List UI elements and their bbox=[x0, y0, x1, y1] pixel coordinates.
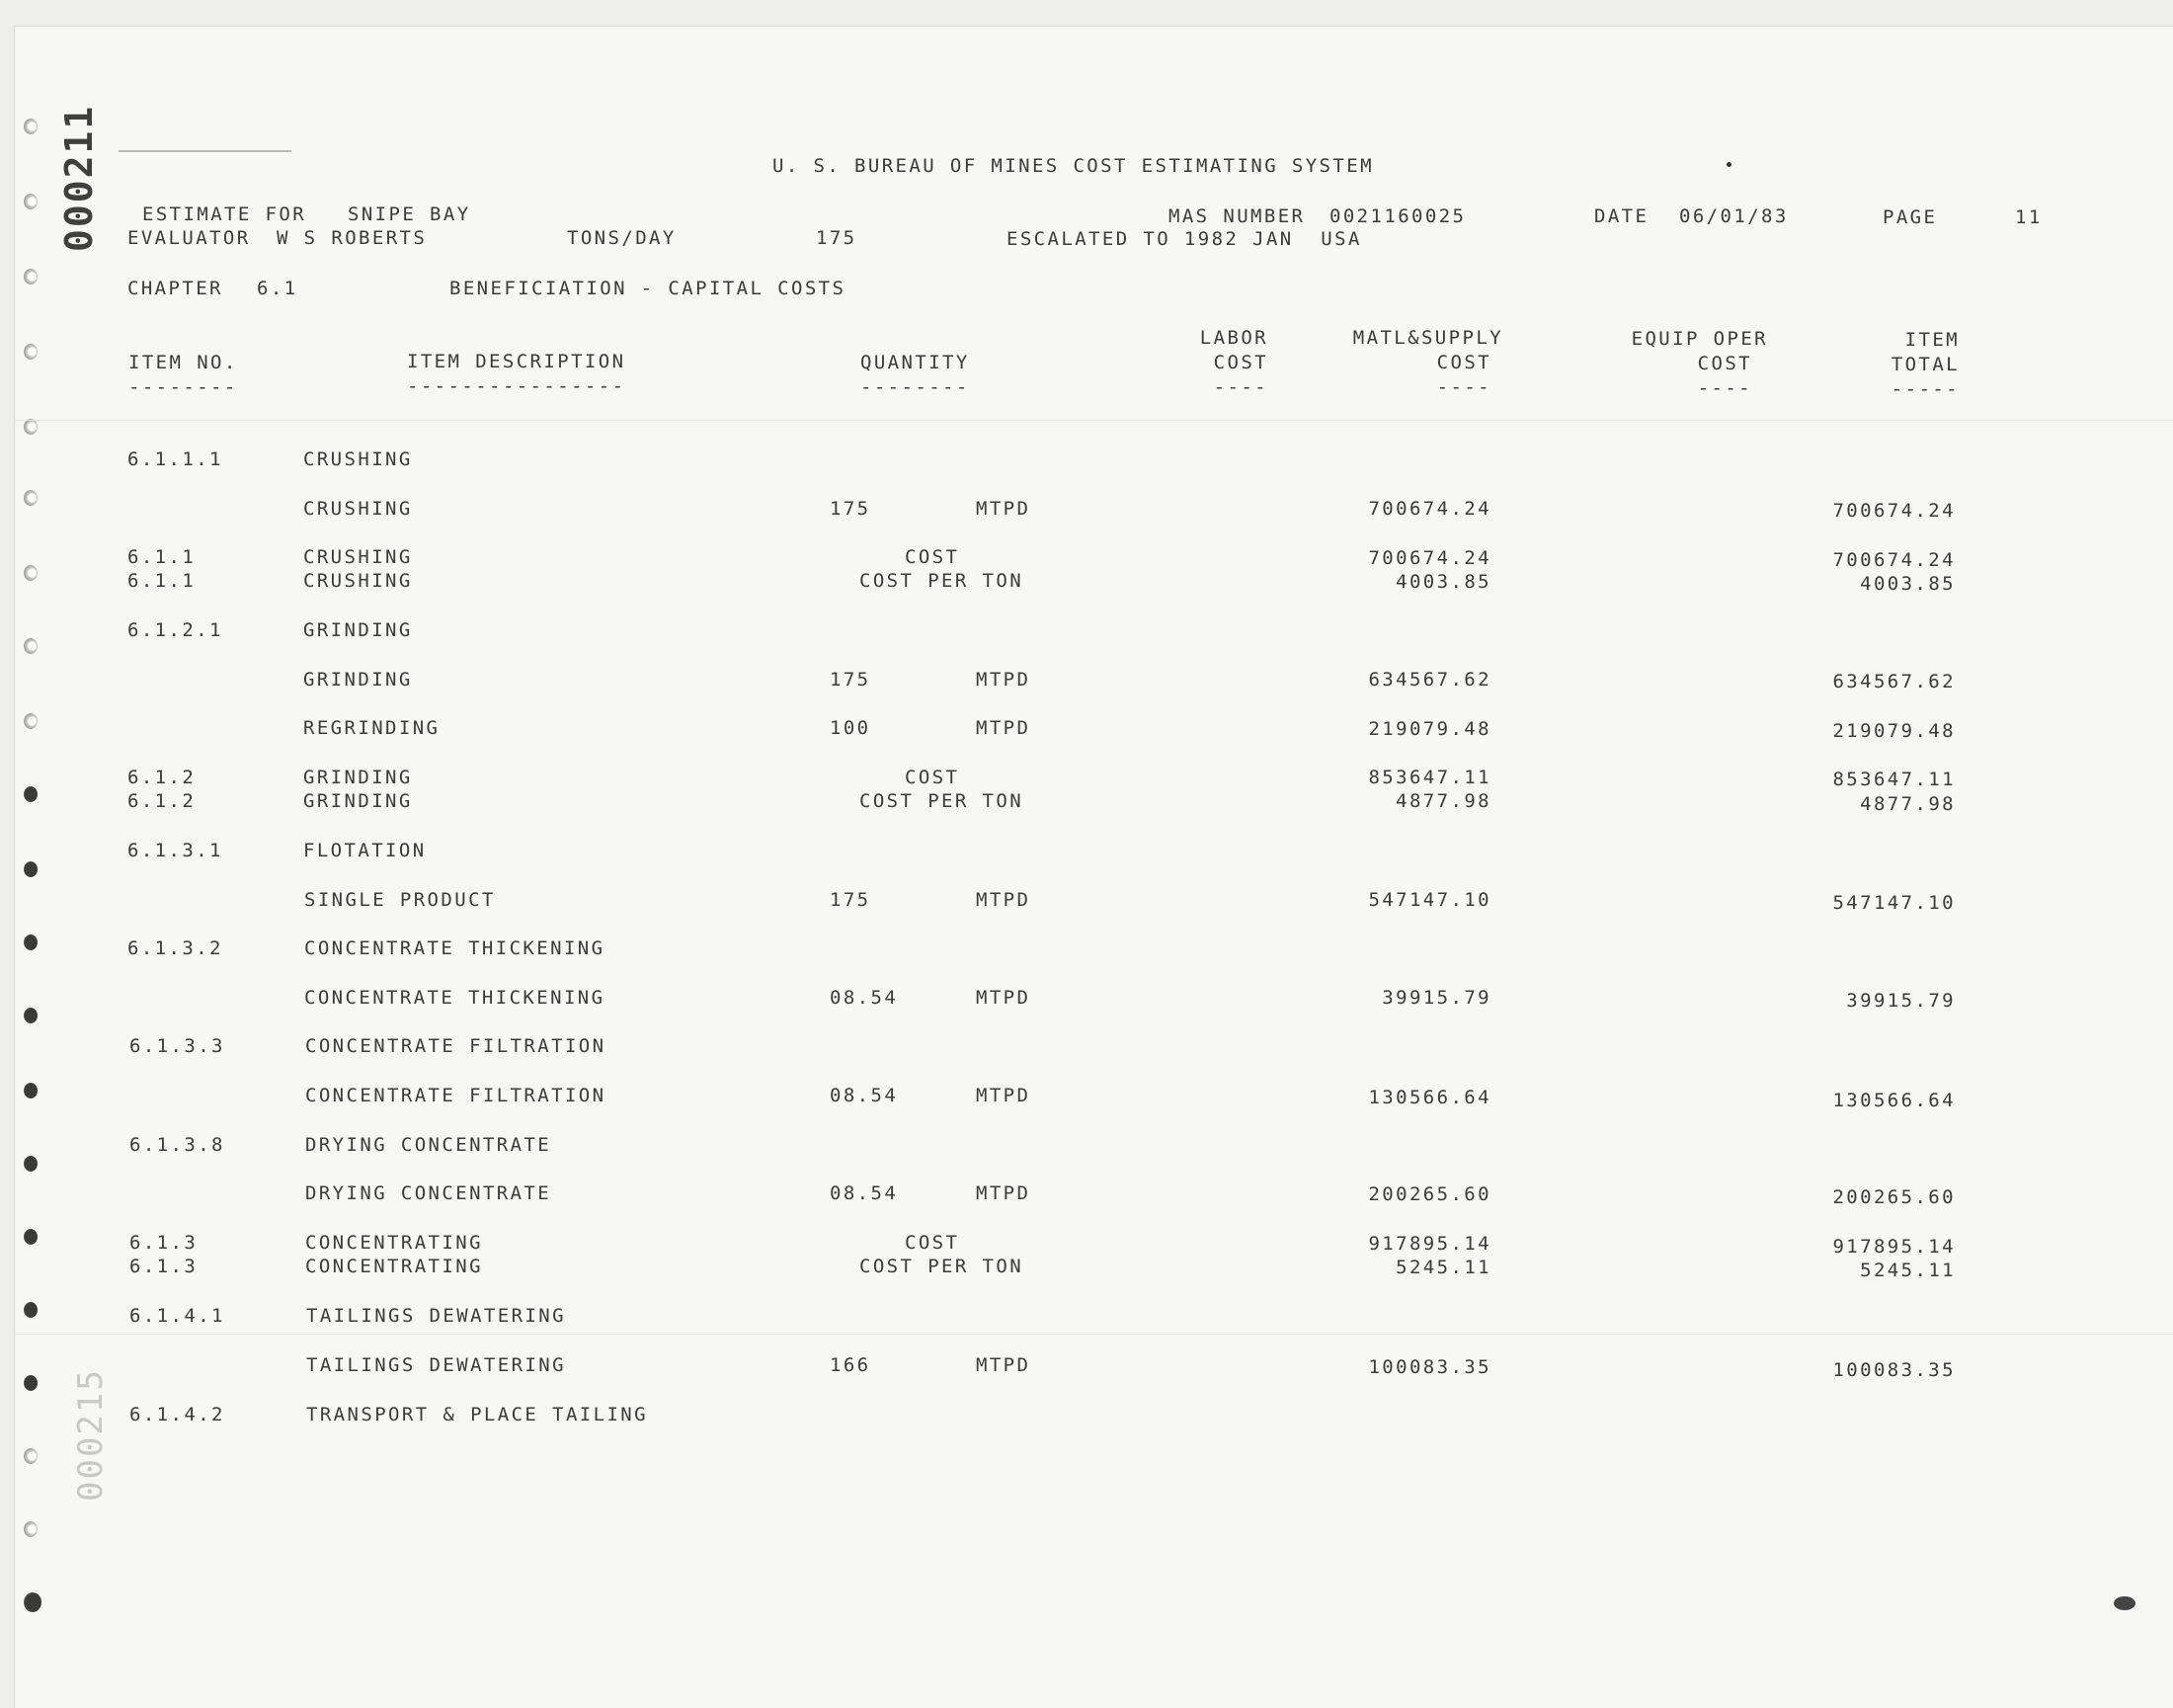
report-title: U. S. BUREAU OF MINES COST ESTIMATING SYSTEM bbox=[772, 155, 1374, 177]
item-number: 6.1.4.1 bbox=[129, 1305, 225, 1327]
feed-hole bbox=[24, 1448, 38, 1464]
quantity-unit: MTPD bbox=[976, 889, 1031, 911]
matl-supply-cost: 700674.24 bbox=[1368, 547, 1491, 569]
item-total: 4877.98 bbox=[1860, 793, 1956, 815]
quantity-value: 175 bbox=[830, 889, 871, 911]
quantity-value: 175 bbox=[830, 498, 871, 520]
item-description: TAILINGS DEWATERING bbox=[306, 1354, 566, 1376]
item-total: 100083.35 bbox=[1832, 1359, 1956, 1381]
chapter-label: CHAPTER bbox=[127, 278, 223, 299]
item-description: REGRINDING bbox=[303, 717, 441, 739]
item-description: GRINDING bbox=[303, 790, 413, 812]
item-number: 6.1.3 bbox=[129, 1256, 199, 1277]
printout-page bbox=[14, 26, 2173, 1708]
item-number: 6.1.3.1 bbox=[127, 840, 223, 861]
matl-supply-cost: 200265.60 bbox=[1368, 1183, 1491, 1205]
item-total: 634567.62 bbox=[1832, 671, 1956, 692]
item-description: DRYING CONCENTRATE bbox=[305, 1182, 552, 1204]
page-label: PAGE bbox=[1883, 206, 1938, 228]
feed-hole bbox=[24, 786, 38, 802]
item-total: 700674.24 bbox=[1832, 500, 1956, 522]
page-fold-line bbox=[14, 420, 2173, 421]
feed-hole bbox=[24, 1375, 38, 1391]
escalated-note: ESCALATED TO 1982 JAN USA bbox=[1006, 228, 1362, 250]
item-description: TRANSPORT & PLACE TAILING bbox=[306, 1404, 648, 1425]
item-description: CONCENTRATE THICKENING bbox=[304, 987, 605, 1009]
item-description: FLOTATION bbox=[303, 840, 427, 861]
item-total: 39915.79 bbox=[1846, 990, 1956, 1012]
item-number: 6.1.1.1 bbox=[127, 448, 223, 470]
item-number: 6.1.1 bbox=[127, 546, 197, 568]
item-total: 547147.10 bbox=[1832, 892, 1956, 914]
quantity-value: 100 bbox=[830, 717, 871, 739]
matl-supply-cost: 4003.85 bbox=[1396, 571, 1491, 593]
item-description: CRUSHING bbox=[303, 448, 413, 470]
col-matl-2: COST bbox=[1436, 352, 1491, 373]
estimate-label: ESTIMATE FOR bbox=[142, 203, 307, 225]
item-total: 130566.64 bbox=[1832, 1090, 1956, 1111]
item-total: 5245.11 bbox=[1860, 1260, 1956, 1281]
quantity-value: 08.54 bbox=[830, 1182, 899, 1204]
quantity-value: 08.54 bbox=[830, 1085, 899, 1106]
quantity-unit: MTPD bbox=[976, 987, 1031, 1009]
row-note: COST PER TON bbox=[859, 790, 1024, 812]
matl-supply-cost: 39915.79 bbox=[1382, 987, 1491, 1009]
feed-hole bbox=[24, 713, 38, 729]
quantity-unit: MTPD bbox=[976, 1182, 1031, 1204]
item-description: CONCENTRATE THICKENING bbox=[304, 937, 605, 959]
col-labor-rule: ---- bbox=[1213, 376, 1268, 398]
col-item-no-rule: -------- bbox=[128, 376, 238, 398]
quantity-value: 175 bbox=[830, 669, 871, 691]
row-note: COST bbox=[905, 546, 960, 568]
matl-supply-cost: 4877.98 bbox=[1396, 790, 1491, 812]
evaluator-value: W S ROBERTS bbox=[277, 227, 428, 249]
item-number: 6.1.3.8 bbox=[129, 1134, 225, 1156]
row-note: COST PER TON bbox=[859, 570, 1024, 592]
tons-value: 175 bbox=[816, 227, 857, 249]
mas-label: MAS NUMBER bbox=[1168, 205, 1306, 227]
col-description-rule: ---------------- bbox=[407, 375, 626, 397]
date-label: DATE bbox=[1594, 205, 1650, 227]
item-number: 6.1.3.3 bbox=[129, 1035, 225, 1057]
item-number: 6.1.2.1 bbox=[127, 619, 223, 641]
item-description: GRINDING bbox=[303, 669, 413, 691]
item-total: 853647.11 bbox=[1832, 769, 1956, 790]
item-number: 6.1.3.2 bbox=[127, 937, 223, 959]
matl-supply-cost: 5245.11 bbox=[1396, 1257, 1491, 1278]
feed-hole bbox=[24, 565, 38, 581]
matl-supply-cost: 130566.64 bbox=[1368, 1087, 1491, 1108]
mas-value: 0021160025 bbox=[1329, 205, 1467, 227]
col-quantity-rule: -------- bbox=[860, 376, 970, 398]
feed-hole bbox=[24, 1156, 38, 1172]
item-description: SINGLE PRODUCT bbox=[304, 889, 496, 911]
item-description: CONCENTRATING bbox=[305, 1232, 483, 1254]
col-item-description: ITEM DESCRIPTION bbox=[407, 351, 626, 372]
feed-hole bbox=[24, 861, 38, 877]
feed-hole bbox=[24, 1008, 38, 1023]
item-description: GRINDING bbox=[303, 767, 413, 788]
item-description: CONCENTRATE FILTRATION bbox=[305, 1085, 606, 1106]
chapter-value: 6.1 bbox=[257, 278, 298, 299]
col-equip-1: EQUIP OPER bbox=[1631, 328, 1768, 350]
item-total: 700674.24 bbox=[1832, 549, 1956, 571]
row-note: COST bbox=[905, 1232, 960, 1254]
document-number-stamp: 000211 bbox=[57, 104, 101, 252]
ink-spot bbox=[2114, 1596, 2135, 1610]
col-labor-1: LABOR bbox=[1199, 327, 1268, 349]
feed-hole bbox=[24, 1083, 38, 1098]
date-value: 06/01/83 bbox=[1679, 205, 1789, 227]
feed-hole bbox=[24, 419, 38, 435]
item-description: CONCENTRATING bbox=[305, 1256, 483, 1277]
quantity-value: 166 bbox=[830, 1354, 871, 1376]
item-description: CRUSHING bbox=[303, 498, 413, 520]
tons-label: TONS/DAY bbox=[567, 227, 677, 249]
quantity-unit: MTPD bbox=[976, 669, 1031, 691]
feed-hole bbox=[24, 1521, 38, 1537]
col-labor-2: COST bbox=[1213, 352, 1268, 373]
feed-hole bbox=[24, 490, 38, 506]
col-total-2: TOTAL bbox=[1891, 354, 1960, 375]
item-description: GRINDING bbox=[303, 619, 413, 641]
header-smudge bbox=[119, 150, 291, 152]
quantity-unit: MTPD bbox=[976, 717, 1031, 739]
col-total-rule: ----- bbox=[1891, 378, 1960, 400]
matl-supply-cost: 917895.14 bbox=[1368, 1233, 1491, 1255]
item-number: 6.1.4.2 bbox=[129, 1404, 225, 1425]
item-description: CRUSHING bbox=[303, 570, 413, 592]
item-total: 4003.85 bbox=[1860, 573, 1956, 595]
matl-supply-cost: 100083.35 bbox=[1368, 1356, 1491, 1378]
evaluator-label: EVALUATOR bbox=[127, 227, 251, 249]
feed-hole bbox=[24, 194, 38, 209]
feed-hole bbox=[24, 269, 38, 285]
col-quantity: QUANTITY bbox=[860, 352, 970, 373]
feed-hole bbox=[24, 1229, 38, 1245]
item-number: 6.1.1 bbox=[127, 570, 197, 592]
page-fold-line bbox=[14, 1334, 2173, 1335]
quantity-unit: MTPD bbox=[976, 1354, 1031, 1376]
col-matl-rule: ---- bbox=[1436, 376, 1491, 398]
feed-hole bbox=[24, 344, 38, 360]
feed-hole bbox=[24, 119, 38, 134]
item-number: 6.1.2 bbox=[127, 790, 197, 812]
row-note: COST PER TON bbox=[859, 1256, 1024, 1277]
row-note: COST bbox=[905, 767, 960, 788]
quantity-unit: MTPD bbox=[976, 1085, 1031, 1106]
col-matl-1: MATL&SUPPLY bbox=[1352, 327, 1503, 349]
quantity-unit: MTPD bbox=[976, 498, 1031, 520]
chapter-title: BENEFICIATION - CAPITAL COSTS bbox=[449, 278, 846, 299]
item-total: 917895.14 bbox=[1832, 1236, 1956, 1258]
item-total: 200265.60 bbox=[1832, 1186, 1956, 1208]
item-description: CRUSHING bbox=[303, 546, 413, 568]
item-description: DRYING CONCENTRATE bbox=[305, 1134, 552, 1156]
matl-supply-cost: 547147.10 bbox=[1368, 889, 1491, 911]
estimate-value: SNIPE BAY bbox=[348, 203, 471, 225]
matl-supply-cost: 634567.62 bbox=[1368, 669, 1491, 691]
matl-supply-cost: 219079.48 bbox=[1368, 718, 1491, 740]
item-description: TAILINGS DEWATERING bbox=[306, 1305, 566, 1327]
col-equip-2: COST bbox=[1697, 353, 1752, 374]
item-description: CONCENTRATE FILTRATION bbox=[305, 1035, 606, 1057]
item-total: 219079.48 bbox=[1832, 720, 1956, 742]
feed-hole bbox=[24, 935, 38, 950]
matl-supply-cost: 700674.24 bbox=[1368, 498, 1491, 520]
feed-hole bbox=[24, 1302, 38, 1318]
feed-hole bbox=[24, 1592, 41, 1612]
dot-mark bbox=[1727, 162, 1731, 167]
item-number: 6.1.3 bbox=[129, 1232, 199, 1254]
faded-number-stamp: 000215 bbox=[71, 1368, 111, 1502]
col-equip-rule: ---- bbox=[1697, 377, 1752, 399]
quantity-value: 08.54 bbox=[830, 987, 899, 1009]
page-value: 11 bbox=[2015, 206, 2043, 228]
item-number: 6.1.2 bbox=[127, 767, 197, 788]
col-total-1: ITEM bbox=[1904, 329, 1960, 351]
matl-supply-cost: 853647.11 bbox=[1368, 767, 1491, 788]
feed-hole bbox=[24, 638, 38, 654]
col-item-no: ITEM NO. bbox=[128, 352, 238, 373]
